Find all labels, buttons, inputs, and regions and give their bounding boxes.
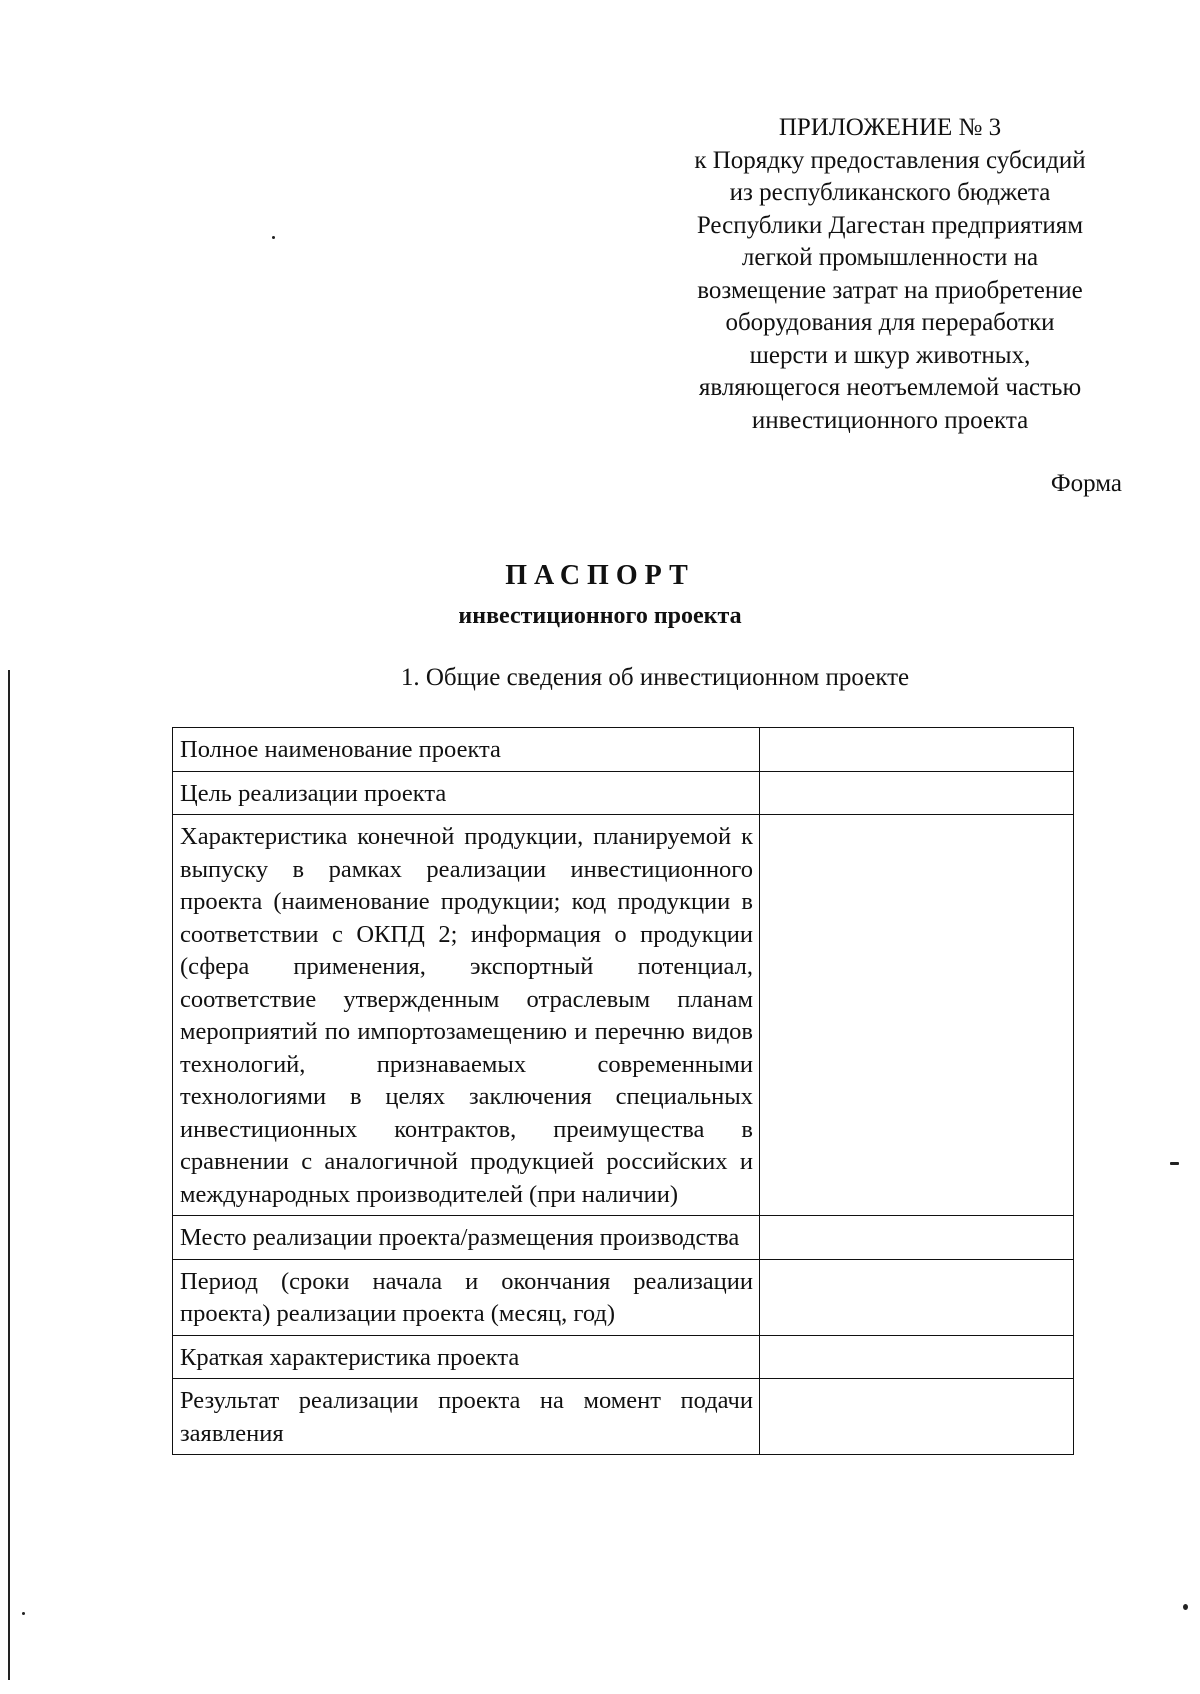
row-label-product-characteristics: Характеристика конечной продукции, планируемой к выпуску в рамках реализации инвестиционного проекта (наименование продукции; код продукции в соответствии с ОКПД 2; информация о продукции (сфера применения, экспортный потенциал, соответствие утвержденным отраслевым планам мероприятий по импортозамещению и перечню видов технологий, признаваемых современными технологиями в целях заключения специальных инвестиционных контрактов, преимущества в сравнении с аналогичной продукцией российских и международных производителей (при наличии) <box>173 815 760 1216</box>
row-value-period <box>760 1259 1074 1335</box>
scan-speck <box>1170 1162 1179 1165</box>
table-row <box>173 1335 1074 1379</box>
appendix-header <box>660 112 1120 437</box>
appendix-line: являющегося неотъемлемой частью <box>698 374 1082 401</box>
scan-speck <box>272 236 275 239</box>
table-row <box>173 771 1074 815</box>
appendix-line: ПРИЛОЖЕНИЕ № 3 <box>778 114 1002 141</box>
appendix-line: оборудования для переработки <box>725 309 1055 336</box>
scan-margin-line <box>8 670 10 1680</box>
row-value-brief-description <box>760 1335 1074 1379</box>
table-row <box>173 1259 1074 1335</box>
appendix-line: к Порядку предоставления субсидий <box>694 146 1086 174</box>
appendix-line: инвестиционного проекта <box>751 406 1029 434</box>
row-value-product-characteristics <box>760 815 1074 1216</box>
table-row <box>173 1379 1074 1455</box>
form-label: Форма <box>1050 470 1122 497</box>
row-value-result <box>760 1379 1074 1455</box>
appendix-line: Республики Дагестан предприятиям <box>696 211 1084 239</box>
row-label-full-name: Полное наименование проекта <box>173 728 760 772</box>
row-label-goal: Цель реализации проекта <box>173 771 760 815</box>
appendix-line: возмещение затрат на приобретение <box>697 276 1083 304</box>
scan-speck <box>22 1612 25 1615</box>
table-row <box>173 728 1074 772</box>
row-value-goal <box>760 771 1074 815</box>
row-label-period: Период (сроки начала и окончания реализации проекта) реализации проекта (месяц, год) <box>173 1259 760 1335</box>
row-label-location: Место реализации проекта/размещения производства <box>173 1216 760 1260</box>
appendix-line: легкой промышленности на <box>741 244 1039 271</box>
row-label-brief-description: Краткая характеристика проекта <box>173 1335 760 1379</box>
row-label-result: Результат реализации проекта на момент подачи заявления <box>173 1379 760 1455</box>
row-value-location <box>760 1216 1074 1260</box>
row-value-full-name <box>760 728 1074 772</box>
section-heading: 1. Общие сведения об инвестиционном проекте <box>400 664 910 691</box>
appendix-line: шерсти и шкур животных, <box>749 341 1031 369</box>
scan-speck <box>1183 1604 1188 1610</box>
table-row <box>173 815 1074 1216</box>
document-title: ПАСПОРТ <box>505 560 695 591</box>
document-subtitle: инвестиционного проекта <box>458 603 742 629</box>
project-info-table <box>172 727 1074 1455</box>
appendix-line: из республиканского бюджета <box>729 179 1051 206</box>
table-row <box>173 1216 1074 1260</box>
